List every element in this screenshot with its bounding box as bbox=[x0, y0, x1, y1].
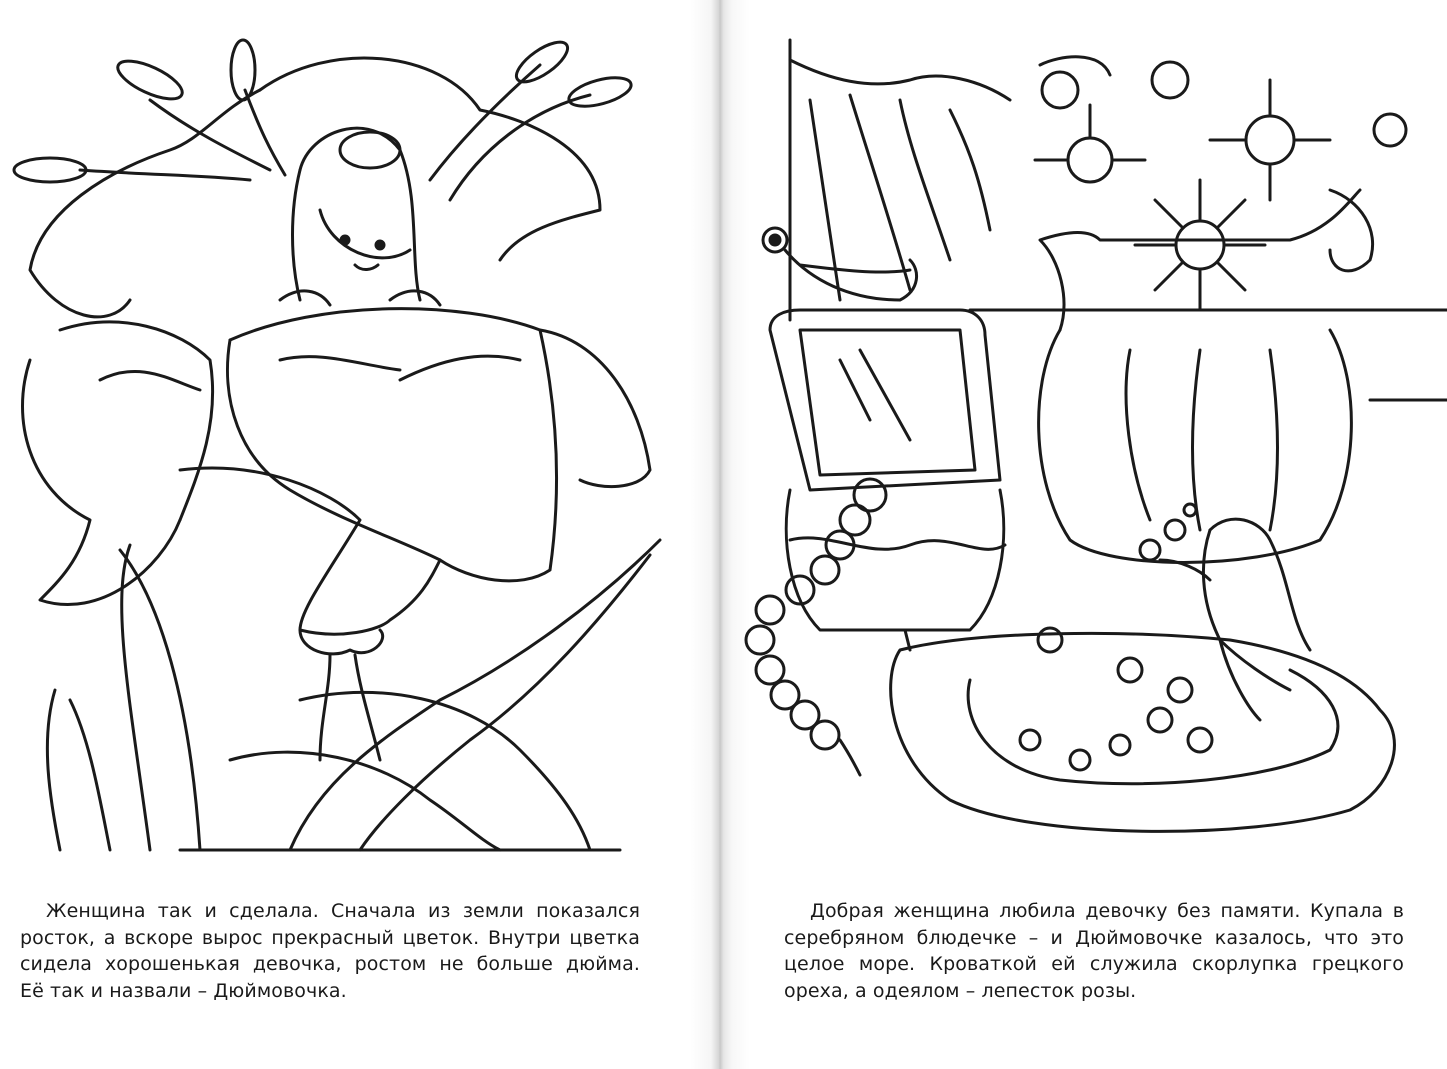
left-caption-line-1: Женщина так и сделала. Сначала из земли показался bbox=[46, 900, 640, 922]
left-caption-line-3: сидела хорошенькая девочка, ростом не больше дюйма. bbox=[20, 953, 640, 975]
little-girl bbox=[1140, 519, 1310, 720]
left-caption-line-2: росток, а вскоре вырос прекрасный цветок. Внутри цветка bbox=[20, 926, 640, 949]
girl-in-flower bbox=[280, 128, 440, 305]
left-illustration-flower-girl bbox=[0, 0, 700, 870]
left-page bbox=[0, 0, 720, 1069]
right-caption bbox=[784, 898, 1404, 1004]
book-gutter-shadow bbox=[690, 0, 750, 1069]
right-caption-line-2: серебряном блюдечке – и Дюймовочке казалось, что это bbox=[784, 926, 1404, 949]
curtain bbox=[790, 40, 1010, 320]
ground-leaves bbox=[47, 540, 660, 850]
saucer-bath bbox=[891, 628, 1395, 831]
flower-petals bbox=[23, 58, 651, 634]
right-caption-line-4: ореха, а одеялом – лепесток розы. bbox=[784, 979, 1137, 1002]
vase bbox=[1039, 190, 1373, 563]
right-caption-line-3: целое море. Кроваткой ей служила скорлупка грецкого bbox=[784, 953, 1404, 975]
flower-stem bbox=[300, 630, 383, 760]
jewelry-box bbox=[770, 310, 1005, 650]
right-illustration-bath-scene bbox=[730, 0, 1447, 870]
catkin-stems bbox=[14, 35, 634, 200]
left-caption-line-4: Её так и назвали – Дюймовочка. bbox=[20, 979, 347, 1002]
right-caption-line-1: Добрая женщина любила девочку без памяти. Купала в bbox=[810, 900, 1404, 922]
left-caption bbox=[20, 898, 640, 1004]
